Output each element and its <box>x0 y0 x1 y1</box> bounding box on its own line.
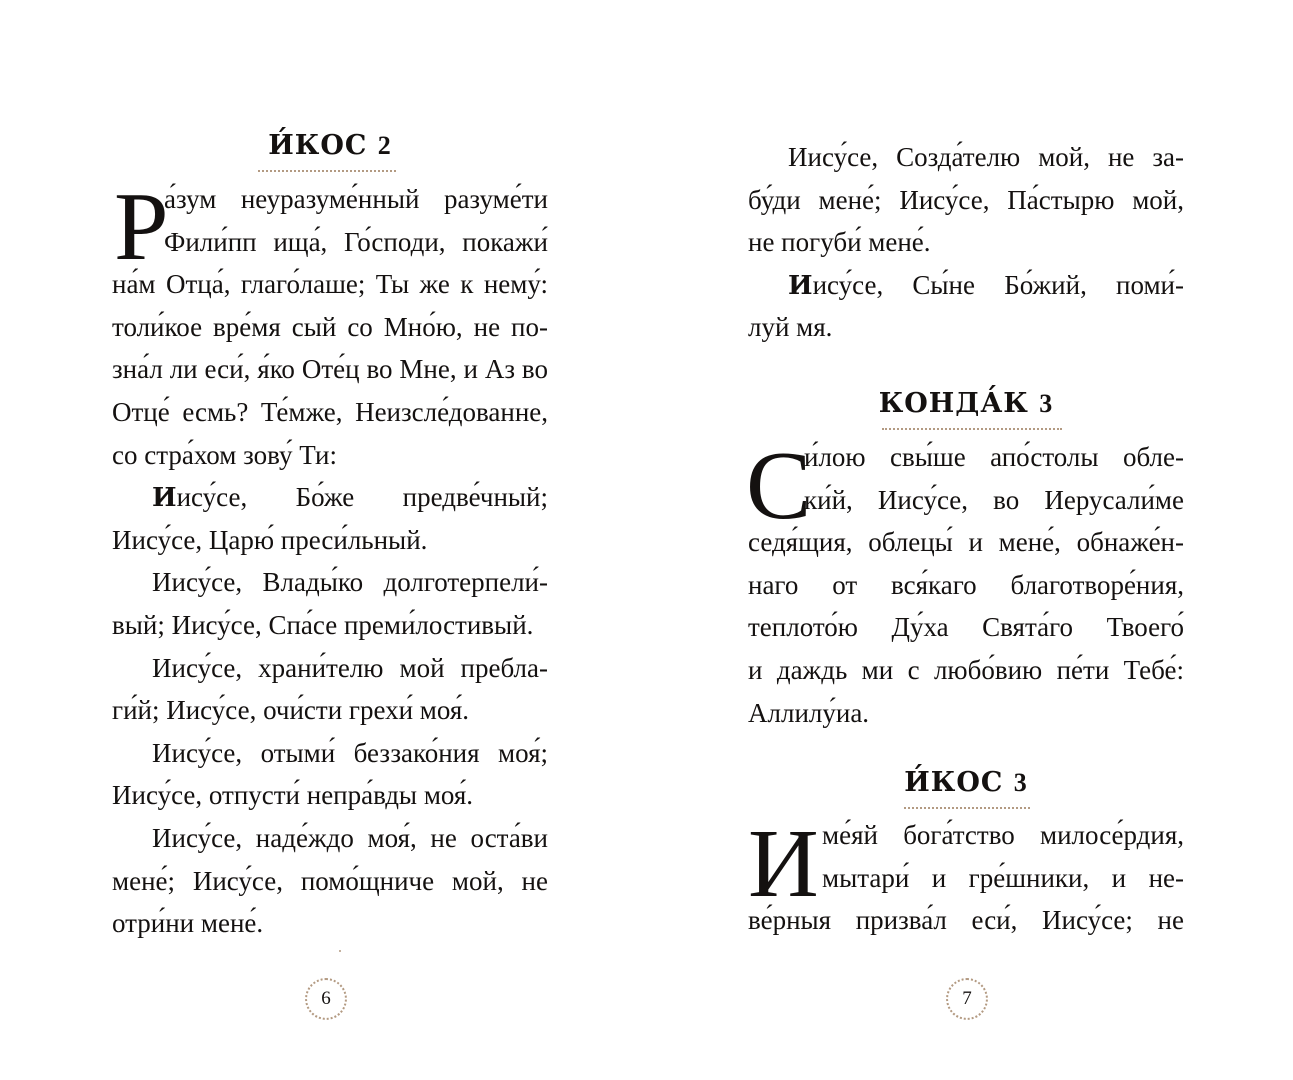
text-line: теплото́ю Ду́ха Свята́го Твоего́ <box>748 612 1184 643</box>
text-line: зна́л ли еси́, я́ко Оте́ц во Мне, и Аз во <box>112 354 548 385</box>
invocation-line: Иису́се, отыми́ беззако́ния моя́; <box>152 737 548 768</box>
heading-number: 3 <box>1039 389 1054 418</box>
left-page <box>112 0 548 1080</box>
kontakion-3-text <box>746 432 1184 734</box>
invocation-line: Иису́се, Царю́ преси́льный. <box>112 524 428 555</box>
kontakion-3-heading <box>748 388 1184 420</box>
text-line: мытари́ и гре́шники, и не- <box>822 862 1184 893</box>
text-line: Отце́ есмь? Те́мже, Неизсле́дованне, <box>112 396 548 427</box>
heading-title: И́КОС <box>904 767 1004 798</box>
bold-initial: И <box>788 270 813 301</box>
text-line: ме́яй бога́тство милосе́рдия, <box>822 820 1184 850</box>
invocation-line: луй мя. <box>748 312 833 343</box>
ikos-3-heading <box>748 767 1184 799</box>
text-line: Фили́пп ища́, Го́споди, покажи́ <box>164 226 548 257</box>
invocation-line: Иису́се, Сы́не Бо́жий, поми́- <box>788 269 1184 301</box>
text-line: ве́рныя призва́л еси́, Иису́се; не <box>748 905 1184 936</box>
heading-number: 2 <box>377 131 392 160</box>
text-line: и даждь ми с любо́вию пе́ти Тебе́: <box>748 654 1184 685</box>
page-number: 6 <box>305 978 347 1020</box>
right-page <box>748 0 1184 1080</box>
text-line: ки́й, Иису́се, во Иерусали́ме <box>804 484 1184 515</box>
text-line: со стра́хом зову́ Ти: <box>112 439 337 470</box>
text-line: седя́щия, облецы́ и мене́, обнаже́н- <box>748 527 1184 558</box>
ornament-speck <box>339 950 341 952</box>
ikos-2-heading <box>112 130 548 162</box>
invocation-line: мене́; Иису́се, помо́щниче мой, не <box>112 865 548 896</box>
heading-dotted-rule <box>904 807 1030 809</box>
heading-title: И́КОС <box>268 130 368 161</box>
invocation-line: бу́ди мене́; Иису́се, Па́стырю мой, <box>748 184 1184 215</box>
text-line: и́лою свы́ше апо́столы обле- <box>804 442 1184 472</box>
drop-cap: С <box>746 432 812 540</box>
invocation-line: не погуби́ мене́. <box>748 227 931 258</box>
bold-initial: И <box>152 483 177 514</box>
invocation-line: Иису́се, Бо́же предве́чный; <box>152 482 548 514</box>
invocation-line: Иису́се, Созда́телю мой, не за- <box>788 142 1184 172</box>
text-line: Аллилу́иа. <box>748 697 870 728</box>
continuation-text <box>748 136 1184 349</box>
ikos-2-text <box>112 173 548 945</box>
invocation-line: Иису́се, храни́телю мой пребла- <box>152 652 548 683</box>
heading-dotted-rule <box>882 428 1062 430</box>
text-line: а́зум неуразуме́нный разуме́ти <box>164 184 548 214</box>
heading-title: КОНДА́К <box>878 388 1029 419</box>
ikos-3-text <box>748 810 1184 942</box>
invocation-line: Иису́се, отпусти́ непра́вды моя́. <box>112 780 474 811</box>
invocation-line: вый; Иису́се, Спа́се преми́лостивый. <box>112 609 534 640</box>
text-line: на́м Отца́, глаго́лаше; Ты же к нему́: <box>112 269 548 300</box>
invocation-line: отри́ни мене́. <box>112 908 264 939</box>
invocation-line: Иису́се, Влады́ко долготерпели́- <box>152 567 548 598</box>
drop-cap: И <box>748 810 819 918</box>
heading-dotted-rule <box>258 170 396 172</box>
invocation-line: ги́й; Иису́се, очи́сти грехи́ моя́. <box>112 695 470 726</box>
invocation-line: Иису́се, наде́ждо моя́, не оста́ви <box>152 822 548 853</box>
heading-number: 3 <box>1013 768 1028 797</box>
page-number: 7 <box>946 978 988 1020</box>
text-line: наго от вся́каго благотворе́ния, <box>748 569 1184 600</box>
text-line: толи́кое вре́мя сый со Мно́ю, не по- <box>112 311 548 342</box>
drop-cap: Р <box>114 173 169 281</box>
